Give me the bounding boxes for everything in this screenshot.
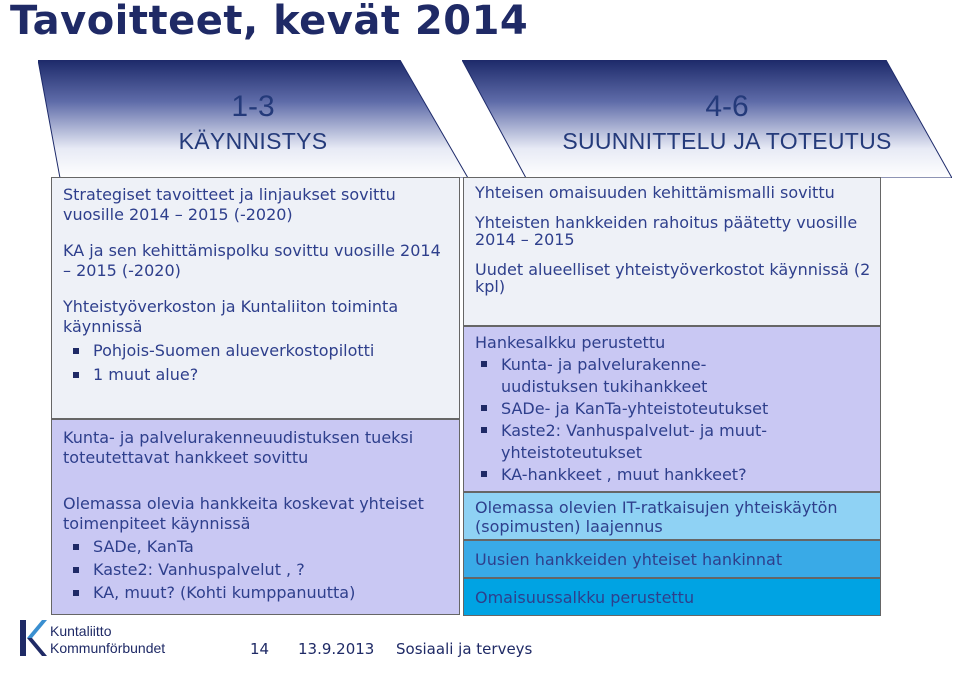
goal-bullet: 1 muut alue?	[71, 365, 449, 385]
portfolio-bullet: KA-hankkeet , muut hankkeet?	[479, 464, 872, 486]
slide-title: Tavoitteet, kevät 2014	[10, 0, 529, 44]
phase-1-label: KÄYNNISTYS	[178, 128, 328, 154]
portfolio-bullet: Kunta- ja palvelurakenne-uudistuksen tukihankkeet	[479, 354, 872, 398]
phase-2-it-box	[463, 492, 881, 540]
goal-item: Yhteistyöverkoston ja Kuntaliiton toiminta käynnissä	[63, 297, 399, 336]
bullet-marker	[481, 361, 487, 367]
logo-mark-icon	[18, 618, 48, 658]
phase-2-goals-box	[463, 177, 881, 326]
phase-1-goals-box	[51, 177, 460, 419]
bullet-marker	[73, 372, 79, 378]
logo-text-line1: Kuntaliitto	[50, 623, 112, 639]
logo-text-line2: Kommunförbundet	[50, 640, 166, 656]
phase-2-portfolio-box	[463, 326, 881, 492]
portfolio-bullet: Kaste2: Vanhuspalvelut- ja muut-yhteistoteutukset	[479, 420, 872, 464]
project-bullet: KA, muut? (Kohti kumppanuutta)	[71, 583, 449, 603]
goal-item: Yhteisen omaisuuden kehittämismalli sovittu	[475, 183, 835, 202]
phase-2-procurement-box	[463, 540, 881, 578]
footer-date: 13.9.2013	[298, 640, 375, 658]
bullet-marker	[73, 348, 79, 354]
procurement-item: Uusien hankkeiden yhteiset hankinnat	[475, 550, 783, 569]
goal-item: Yhteisten hankkeiden rahoitus päätetty vuosille 2014 – 2015	[475, 213, 858, 249]
phase-2-number: 4-6	[705, 90, 749, 123]
bullet-marker	[481, 427, 487, 433]
goal-item: Uudet alueelliset yhteistyöverkostot käynnissä (2 kpl)	[475, 260, 871, 296]
project-bullet: Kaste2: Vanhuspalvelut , ?	[71, 560, 449, 580]
bullet-marker	[73, 590, 79, 596]
goal-item: Strategiset tavoitteet ja linjaukset sovittu vuosille 2014 – 2015 (-2020)	[63, 185, 396, 224]
project-bullet: SADe, KanTa	[71, 537, 449, 557]
footer-section: Sosiaali ja terveys	[396, 640, 533, 658]
phase-1-number: 1-3	[231, 90, 275, 123]
phase-1-chevron	[38, 60, 468, 178]
phase-2-asset-box	[463, 578, 881, 616]
goal-bullet: Pohjois-Suomen alueverkostopilotti	[71, 341, 449, 361]
bullet-marker	[481, 471, 487, 477]
portfolio-bullet: SADe- ja KanTa-yhteistoteutukset	[479, 398, 872, 420]
goal-item: KA ja sen kehittämispolku sovittu vuosille 2014 – 2015 (-2020)	[63, 241, 441, 280]
project-item: Olemassa olevia hankkeita koskevat yhteiset toimenpiteet käynnissä	[63, 494, 424, 533]
bullet-marker	[481, 405, 487, 411]
it-item: Olemassa olevien IT-ratkaisujen yhteiskäytön (sopimusten) laajennus	[475, 498, 838, 536]
page-number: 14	[250, 640, 270, 658]
portfolio-heading: Hankesalkku perustettu	[475, 333, 666, 352]
asset-item: Omaisuussalkku perustettu	[475, 588, 695, 607]
project-item: Kunta- ja palvelurakenneuudistuksen tueksi toteutettavat hankkeet sovittu	[63, 428, 414, 467]
phase-1-projects-box	[51, 419, 460, 615]
phase-2-chevron	[462, 60, 952, 178]
kuntaliitto-logo	[18, 616, 188, 660]
phase-2-label: SUUNNITTELU JA TOTEUTUS	[562, 128, 892, 154]
bullet-marker	[73, 567, 79, 573]
bullet-marker	[73, 544, 79, 550]
